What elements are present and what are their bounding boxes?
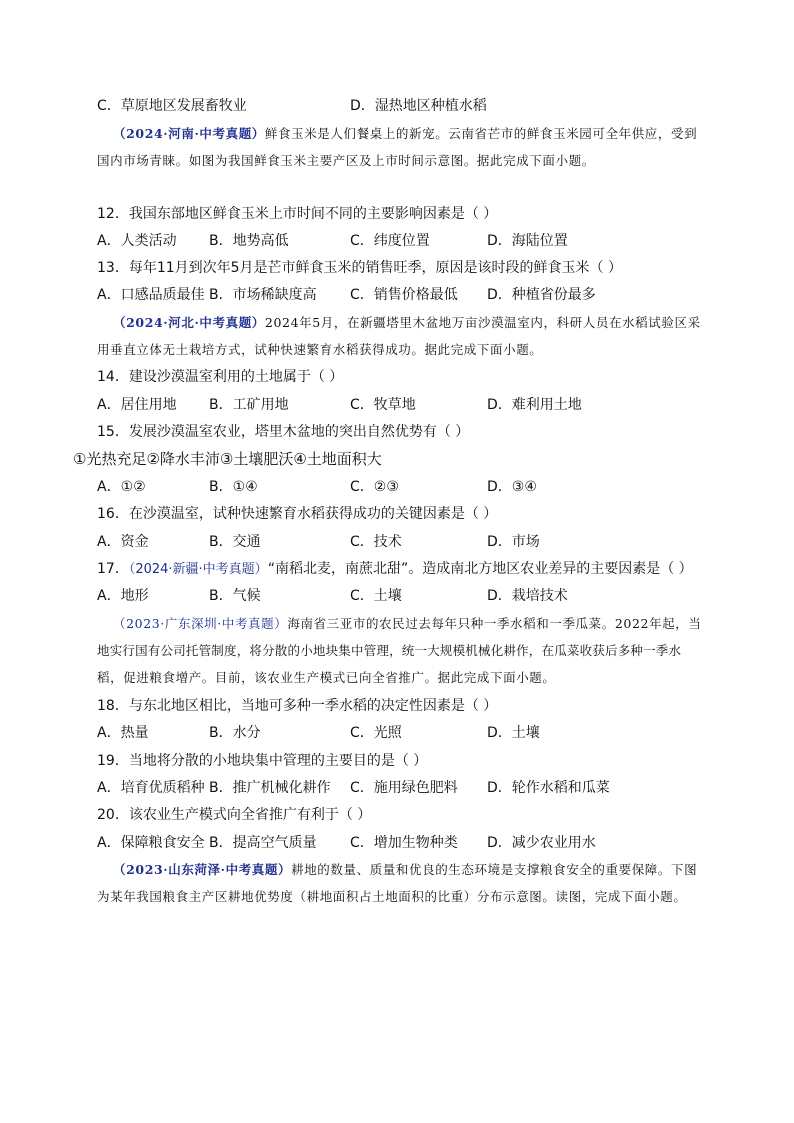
question-19-stem: 19．当地将分散的小地块集中管理的主要目的是（ ） (97, 753, 428, 769)
passage-4-line-1: （2023·山东菏泽·中考真题）耕地的数量、质量和优良的生态环境是支撑粮食安全的重要保障。下图 (113, 862, 698, 877)
q14-option-c: C．牧草地 (350, 397, 416, 413)
q13-option-c: C．销售价格最低 (350, 287, 458, 303)
q15-option-b: B．①④ (209, 479, 258, 495)
question-15-stem: 15．发展沙漠温室农业，塔里木盆地的突出自然优势有（ ） (97, 424, 470, 440)
q18-option-b: B．水分 (209, 725, 261, 741)
passage-1-line-2: 国内市场青睐。如图为我国鲜食玉米主要产区及上市时间示意图。据此完成下面小题。 (97, 153, 595, 168)
q12-option-c: C．纬度位置 (350, 233, 430, 249)
question-16-stem: 16．在沙漠温室，试种快速繁育水稻获得成功的关键因素是（ ） (97, 506, 498, 522)
question-18-stem: 18．与东北地区相比，当地可多种一季水稻的决定性因素是（ ） (97, 698, 498, 714)
passage-source: （2024·河南·中考真题） (113, 126, 265, 141)
passage-4-line-2: 为某年我国粮食主产区耕地优势度（耕地面积占土地面积的比重）分布示意图。读图，完成下面小题。 (97, 889, 687, 904)
passage-3-line-1: （2023·广东深圳·中考真题）海南省三亚市的农民过去每年只种一季水稻和一季瓜菜。2022年起，当 (113, 616, 702, 631)
q16-option-b: B．交通 (209, 534, 261, 550)
q16-option-c: C．技术 (350, 534, 402, 550)
q13-option-d: D．种植省份最多 (487, 287, 596, 303)
q20-option-d: D．减少农业用水 (487, 835, 596, 851)
question-13-stem: 13．每年11月到次年5月是芒市鲜食玉米的销售旺季，原因是该时段的鲜食玉米（ ） (97, 260, 622, 276)
option-c: C．草原地区发展畜牧业 (97, 98, 247, 114)
q12-option-d: D．海陆位置 (487, 233, 568, 249)
q14-option-a: A．居住用地 (97, 397, 177, 413)
q17-option-d: D．栽培技术 (487, 588, 568, 604)
q18-option-c: C．光照 (350, 725, 402, 741)
passage-source: （2024·河北·中考真题） (113, 315, 265, 330)
passage-3-line-2: 地实行国有公司托管制度，将分散的小地块集中管理，统一大规模机械化耕作，在瓜菜收获后多种一季水 (97, 643, 682, 658)
q18-option-d: D．土壤 (487, 725, 540, 741)
q17-option-a: A．地形 (97, 588, 149, 604)
passage-source: （2023·广东深圳·中考真题） (113, 616, 288, 631)
q17-option-c: C．土壤 (350, 588, 402, 604)
q15-option-a: A．①② (97, 479, 146, 495)
q12-option-a: A．人类活动 (97, 233, 177, 249)
question-12-stem: 12．我国东部地区鲜食玉米上市时间不同的主要影响因素是（ ） (97, 206, 498, 222)
question-17-stem: 17．（2024·新疆·中考真题）“南稻北麦，南蔗北甜”。造成南北方地区农业差异的主要因素是（ ） (97, 561, 693, 577)
passage-2-line-2: 用垂直立体无土栽培方式，试种快速繁育水稻获得成功。据此完成下面小题。 (97, 342, 543, 357)
q18-option-a: A．热量 (97, 725, 149, 741)
q20-option-c: C．增加生物种类 (350, 835, 458, 851)
passage-3-line-3: 稻，促进粮食增产。目前，该农业生产模式已向全省推广。据此完成下面小题。 (97, 670, 556, 685)
q12-option-b: B．地势高低 (209, 233, 289, 249)
q19-option-a: A．培育优质稻种 (97, 780, 205, 796)
option-d: D．湿热地区种植水稻 (350, 98, 487, 114)
question-20-stem: 20．该农业生产模式向全省推广有利于（ ） (97, 807, 372, 823)
question-source: （2024·新疆·中考真题） (128, 562, 268, 577)
passage-1-line-1: （2024·河南·中考真题）鲜食玉米是人们餐桌上的新宠。云南省芒市的鲜食玉米园可全年供应，受到 (113, 126, 698, 141)
q13-option-a: A．口感品质最佳 (97, 287, 205, 303)
q19-option-c: C．施用绿色肥料 (350, 780, 458, 796)
question-14-stem: 14．建设沙漠温室利用的土地属于（ ） (97, 369, 344, 385)
passage-2-line-1: （2024·河北·中考真题）2024年5月，在新疆塔里木盆地万亩沙漠温室内，科研人员在水稻试验区采 (113, 315, 701, 330)
passage-source: （2023·山东菏泽·中考真题） (113, 862, 292, 877)
q19-option-d: D．轮作水稻和瓜菜 (487, 780, 610, 796)
q16-option-a: A．资金 (97, 534, 149, 550)
q20-option-a: A．保障粮食安全 (97, 835, 205, 851)
q15-option-d: D．③④ (487, 479, 537, 495)
question-15-items: ①光热充足②降水丰沛③土壤肥沃④土地面积大 (73, 450, 382, 468)
q14-option-b: B．工矿用地 (209, 397, 289, 413)
q19-option-b: B．推广机械化耕作 (209, 780, 331, 796)
q20-option-b: B．提高空气质量 (209, 835, 317, 851)
q17-option-b: B．气候 (209, 588, 261, 604)
q13-option-b: B．市场稀缺度高 (209, 287, 317, 303)
q16-option-d: D．市场 (487, 534, 540, 550)
q14-option-d: D．难利用土地 (487, 397, 582, 413)
q15-option-c: C．②③ (350, 479, 399, 495)
